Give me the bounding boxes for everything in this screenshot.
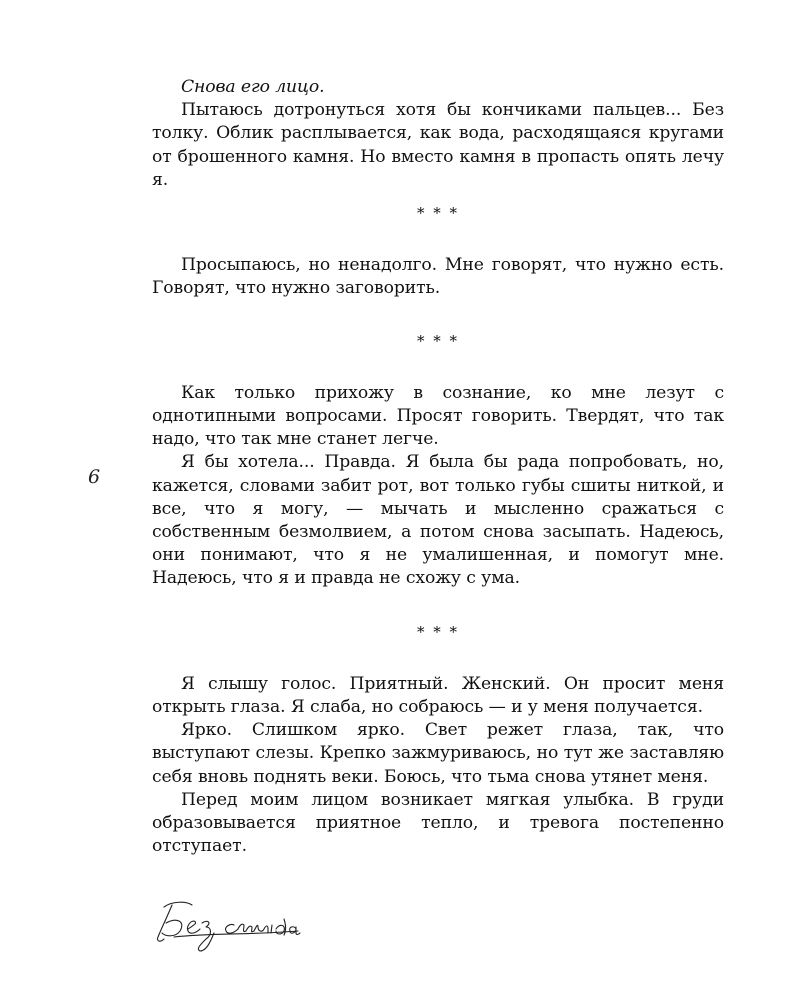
paragraph: Снова его лицо. bbox=[181, 77, 325, 97]
paragraph: Я бы хотела... Правда. Я была бы рада попробовать, но, кажется, словами забит рот, вот только губы сшиты ниткой, и все, что я могу, — мычать и мысленно сражаться с собственным безмолвием, а потом снова засыпать. Надеюсь, они понимают, что я не умалишенная, и помогут мне. Надеюсь, что я и правда не схожу с ума. bbox=[152, 452, 724, 589]
signature-script-graphic bbox=[150, 893, 300, 953]
paragraph: Просыпаюсь, но ненадолго. Мне говорят, что нужно есть. Говорят, что нужно заговорить. bbox=[152, 255, 724, 299]
section-separator: * * * bbox=[416, 204, 460, 223]
paragraph: Пытаюсь дотронуться хотя бы кончиками пальцев... Без толку. Облик расплывается, как вода, расходящаяся кругами от брошенного камня. Но вместо камня в пропасть опять лечу я. bbox=[152, 100, 724, 190]
section-separator: * * * bbox=[416, 622, 460, 641]
page-number: 6 bbox=[88, 466, 101, 488]
section-separator: * * * bbox=[416, 331, 460, 350]
paragraph: Ярко. Слишком ярко. Свет режет глаза, так, что выступают слезы. Крепко зажмуриваюсь, но тут же заставляю себя вновь поднять веки. Боюсь, что тьма снова утянет меня. bbox=[152, 720, 724, 787]
paragraph: Я слышу голос. Приятный. Женский. Он просит меня открыть глаза. Я слаба, но собраюсь — и у меня получается. bbox=[152, 673, 724, 718]
paragraph: Как только прихожу в сознание, ко мне лезут с однотипными вопросами. Просят говорить. Твердят, что так надо, что так мне станет легче. bbox=[152, 382, 724, 450]
paragraph: Перед моим лицом возникает мягкая улыбка. В груди образовывается приятное тепло, и тревога постепенно отступает. bbox=[152, 789, 724, 857]
handwritten-signature-logo bbox=[150, 893, 300, 953]
body-text bbox=[152, 76, 724, 858]
